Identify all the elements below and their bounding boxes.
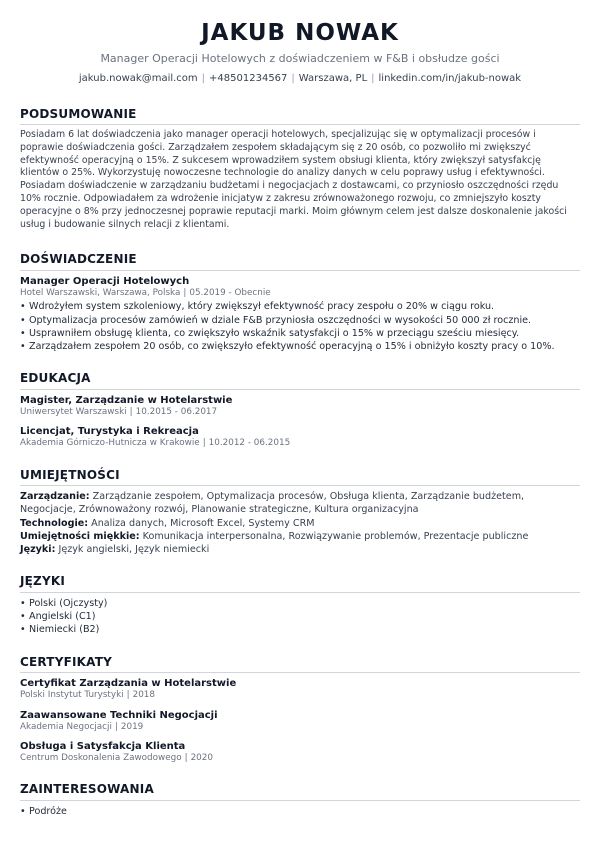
section-heading: JĘZYKI [20,573,580,593]
education-meta [20,407,580,418]
skill-label: Języki: [20,544,56,556]
education-degree: Licencjat, Turystyka i Rekreacja [20,426,199,438]
meta-separator: | [114,721,118,732]
job-dates: 05.2019 - Obecnie [189,287,271,298]
education-entry [20,394,580,418]
list-item: • Polski (Ojczysty) [20,597,580,610]
list-item: • Optymalizacja procesów zamówień w dziale F&B przyniosła oszczędności w wysokości 50 000 zł rocznie. [20,314,580,327]
skill-label: Umiejętności miękkie: [20,530,140,542]
certificate-issuer: Polski Instytut Turystyki [20,690,124,701]
list-item: • Zarządzałem zespołem 20 osób, co zwiększyło efektywność operacyjną o 15% i obniżyło koszty pracy o 10%. [20,340,580,353]
certificate-entry [20,740,580,764]
job-company: Hotel Warszawski, Warszawa, Polska [20,287,181,298]
education-school: Uniwersytet Warszawski [20,406,127,417]
certificate-year: 2020 [190,753,213,764]
meta-separator: | [202,438,206,449]
certificate-issuer: Akademia Negocjacji [20,721,112,732]
contact-email[interactable]: jakub.nowak@mail.com [78,72,198,84]
certificate-name: Zaawansowane Techniki Negocjacji [20,709,218,721]
education-section [20,370,580,449]
certificates-section [20,654,580,765]
certificate-meta [20,753,580,764]
skill-label: Zarządzanie: [20,491,90,503]
interests-section [20,781,580,818]
education-school: Akademia Górniczo-Hutnicza w Krakowie [20,438,200,449]
meta-separator: | [183,287,187,298]
job-achievements [20,300,580,353]
skill-label: Technologie: [20,517,89,529]
section-heading: EDUKACJA [20,370,580,390]
list-item: • Podróże [20,805,580,818]
education-entry [20,425,580,449]
interests-list [20,805,580,818]
contact-linkedin[interactable]: linkedin.com/in/jakub-nowak [378,72,522,84]
education-dates: 10.2012 - 06.2015 [208,438,291,449]
skill-value: Zarządzanie zespołem, Optymalizacja procesów, Obsługa klienta, Zarządzanie budżetem, Negocjacje, Zrównoważony rozwój, Planowanie strategiczne, Kultura organizacyjna [20,491,525,516]
contact-location: Warszawa, PL [298,72,368,84]
section-heading: UMIEJĘTNOŚCI [20,467,580,487]
skill-value: Język angielski, Język niemiecki [58,544,210,556]
certificate-entry [20,709,580,733]
skill-row-management [20,490,580,516]
section-heading: DOŚWIADCZENIE [20,251,580,271]
job-entry [20,275,580,353]
certificate-entry [20,677,580,701]
languages-list [20,597,580,637]
meta-separator: | [126,690,130,701]
section-heading: ZAINTERESOWANIA [20,781,580,801]
summary-section [20,106,580,232]
skill-row-soft-skills [20,530,580,543]
list-item: • Usprawniłem obsługę klienta, co zwiększyło wskaźnik satysfakcji o 15% w przeciągu sześciu miesięcy. [20,327,580,340]
education-dates: 10.2015 - 06.2017 [135,406,218,417]
languages-section [20,573,580,636]
experience-section [20,251,580,353]
summary-text: Posiadam 6 lat doświadczenia jako manager operacji hotelowych, specjalizując się w optymalizacji procesów i poprawie doświadczenia gości. Zarządzałem zespołem składającym się z 20 osób, co pozwoliło mi zwiększyć efektywność operacyjną o 15%. Z sukcesem wprowadziłem system obsługi klienta, który zwiększył satysfakcję klientów o 25%. Wykorzystuję nowoczesne technologie do analizy danych w celu poprawy usług i efektywności. Posiadam doświadczenie w zarządzaniu budżetami i negocjacjach z dostawcami, co przyniosło oszczędności rzędu 10% rocznie. Odpowiadałem za wdrożenie inicjatyw z zakresu zrównoważonego rozwoju, co zmniejszyło koszty operacyjne o 8% przy jednoczesnej poprawie reputacji marki. Moim głównym celem jest dalsze doskonalenie jakości usług i budowanie silnych relacji z klientami. [20,129,567,230]
skill-row-languages [20,543,580,556]
certificate-year: 2019 [120,721,144,732]
candidate-headline: Manager Operacji Hotelowych z doświadczeniem w F&B i obsłudze gości [100,51,500,65]
skills-section [20,467,580,557]
certificate-meta [20,690,580,701]
contact-phone[interactable]: +48501234567 [209,72,288,84]
candidate-name: JAKUB NOWAK [201,20,399,46]
skill-row-technology [20,517,580,530]
skill-value: Analiza danych, Microsoft Excel, Systemy CRM [91,517,315,529]
list-item: • Niemiecki (B2) [20,623,580,636]
contact-line [20,72,580,86]
contact-separator: | [291,72,295,84]
contact-separator: | [371,72,375,84]
certificate-issuer: Centrum Doskonalenia Zawodowego [20,753,182,764]
list-item: • Angielski (C1) [20,610,580,623]
job-position: Manager Operacji Hotelowych [20,275,190,287]
certificate-year: 2018 [132,690,155,701]
section-heading: CERTYFIKATY [20,654,580,674]
skill-value: Komunikacja interpersonalna, Rozwiązywanie problemów, Prezentacje publiczne [142,530,529,542]
education-degree: Magister, Zarządzanie w Hotelarstwie [20,394,233,406]
job-meta [20,288,580,299]
certificate-name: Certyfikat Zarządzania w Hotelarstwie [20,678,237,690]
contact-separator: | [201,72,206,84]
meta-separator: | [129,406,133,417]
certificate-meta [20,722,580,733]
section-heading: PODSUMOWANIE [20,106,580,126]
education-meta [20,438,580,449]
meta-separator: | [184,753,188,764]
list-item: • Wdrożyłem system szkoleniowy, który zwiększył efektywność pracy zespołu o 20% w ciągu roku. [20,300,580,313]
certificate-name: Obsługa i Satysfakcja Klienta [20,741,186,753]
